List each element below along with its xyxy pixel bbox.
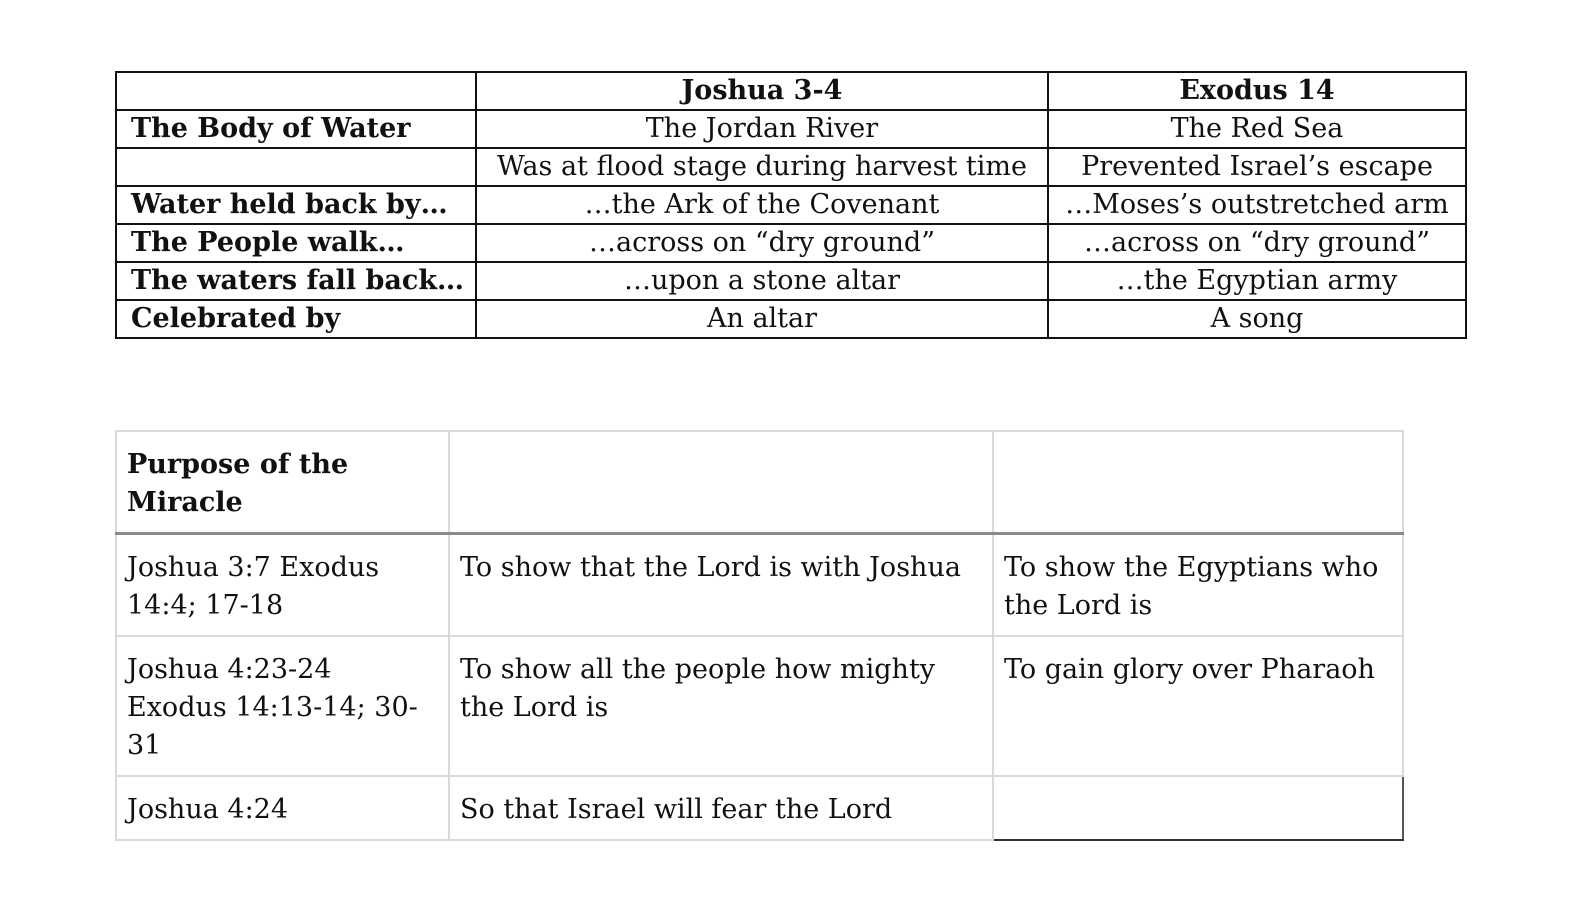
reference-cell: Joshua 4:23-24 Exodus 14:13-14; 30-31 (116, 636, 449, 776)
joshua-cell: …across on “dry ground” (476, 224, 1048, 262)
purpose-header-row (116, 431, 1403, 534)
joshua-purpose-cell: To show all the people how mighty the Lord is (449, 636, 993, 776)
row-label: Water held back by… (116, 186, 476, 224)
purpose-header-empty (993, 431, 1403, 534)
purpose-table (115, 430, 1404, 841)
row-label: The People walk… (116, 224, 476, 262)
exodus-cell: The Red Sea (1048, 110, 1466, 148)
table-row (116, 776, 1403, 840)
table-row (116, 224, 1466, 262)
exodus-purpose-cell: To gain glory over Pharaoh (993, 636, 1403, 776)
reference-cell: Joshua 3:7 Exodus 14:4; 17-18 (116, 534, 449, 637)
joshua-purpose-cell: To show that the Lord is with Joshua (449, 534, 993, 637)
purpose-header-empty (449, 431, 993, 534)
row-label: Celebrated by (116, 300, 476, 338)
joshua-cell: …upon a stone altar (476, 262, 1048, 300)
table-row (116, 110, 1466, 148)
exodus-cell: …across on “dry ground” (1048, 224, 1466, 262)
exodus-cell: …Moses’s outstretched arm (1048, 186, 1466, 224)
comparison-header-row (116, 72, 1466, 110)
comparison-table (115, 71, 1467, 339)
header-joshua: Joshua 3-4 (476, 72, 1048, 110)
purpose-header-title: Purpose of the Miracle (116, 431, 449, 534)
exodus-cell: …the Egyptian army (1048, 262, 1466, 300)
row-label: The Body of Water (116, 110, 476, 148)
exodus-cell: A song (1048, 300, 1466, 338)
joshua-cell: The Jordan River (476, 110, 1048, 148)
reference-cell: Joshua 4:24 (116, 776, 449, 840)
table-row (116, 534, 1403, 637)
exodus-purpose-cell: To show the Egyptians who the Lord is (993, 534, 1403, 637)
joshua-purpose-cell: So that Israel will fear the Lord (449, 776, 993, 840)
row-label (116, 148, 476, 186)
row-label: The waters fall back… (116, 262, 476, 300)
table-row (116, 186, 1466, 224)
header-exodus: Exodus 14 (1048, 72, 1466, 110)
table-row (116, 148, 1466, 186)
joshua-cell: Was at flood stage during harvest time (476, 148, 1048, 186)
joshua-cell: …the Ark of the Covenant (476, 186, 1048, 224)
exodus-cell: Prevented Israel’s escape (1048, 148, 1466, 186)
exodus-purpose-cell (993, 776, 1403, 840)
header-empty-cell (116, 72, 476, 110)
table-row (116, 300, 1466, 338)
joshua-cell: An altar (476, 300, 1048, 338)
table-row (116, 262, 1466, 300)
table-row (116, 636, 1403, 776)
